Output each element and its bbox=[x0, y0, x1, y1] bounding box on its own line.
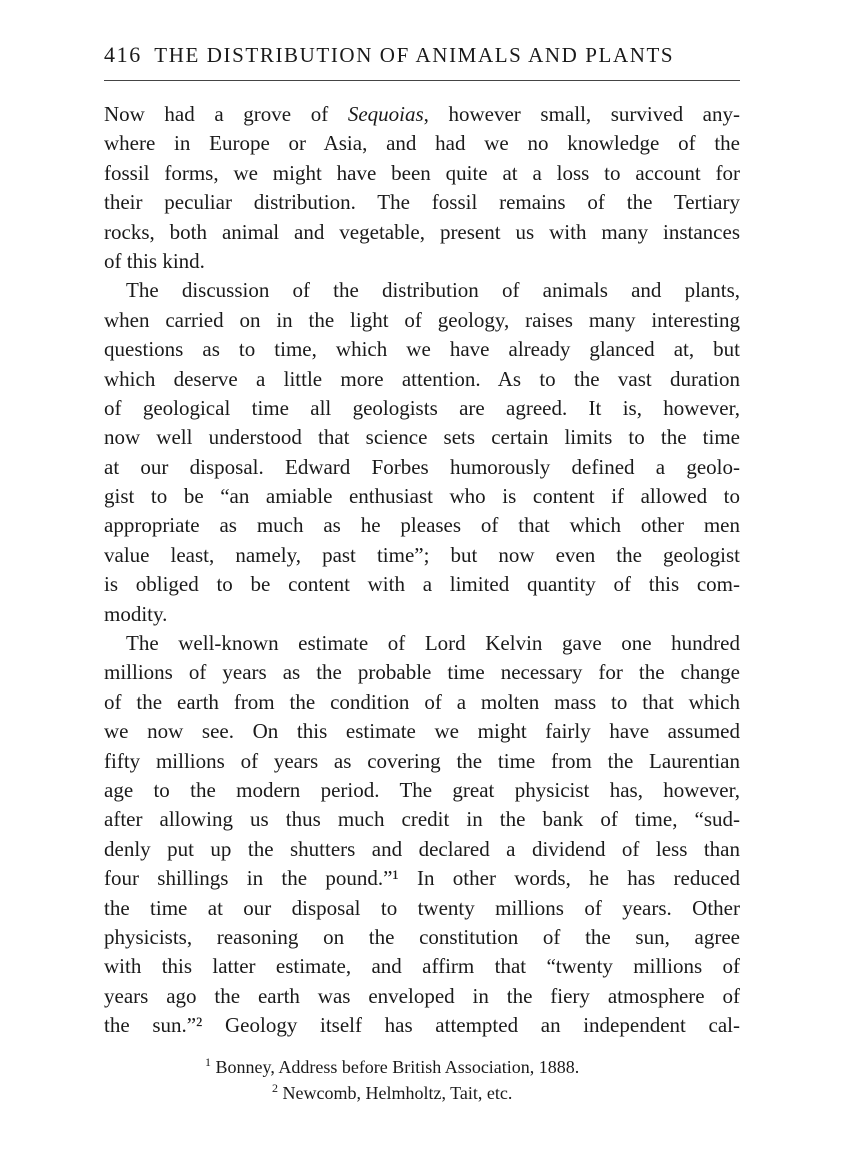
text-line: appropriate as much as he pleases of that which other men bbox=[104, 513, 740, 538]
text-line: where in Europe or Asia, and had we no knowledge of the bbox=[104, 131, 740, 156]
italic-term: Sequoias bbox=[347, 102, 424, 126]
page-number: 416 bbox=[104, 42, 142, 67]
running-title: THE DISTRIBUTION OF ANIMALS AND PLANTS bbox=[154, 43, 675, 67]
text-line: modity. bbox=[104, 601, 168, 626]
text-line: when carried on in the light of geology, raises many interesting bbox=[104, 307, 740, 332]
text-line: four shillings in the pound.”¹ In other words, he has reduced bbox=[104, 866, 740, 891]
text-line: The well-known estimate of Lord Kelvin gave one hundred bbox=[126, 631, 740, 656]
footnote-1-text: Bonney, Address before British Association, 1888. bbox=[215, 1057, 580, 1077]
text-line: The discussion of the distribution of animals and plants, bbox=[126, 278, 740, 303]
text-line: questions as to time, which we have already glanced at, but bbox=[104, 337, 740, 362]
text-line: with this latter estimate, and affirm that “twenty millions of bbox=[104, 954, 740, 979]
text-line: of the earth from the condition of a molten mass to that which bbox=[104, 689, 740, 714]
footnote-2-marker: 2 bbox=[272, 1081, 278, 1095]
text-line: fifty millions of years as covering the time from the Laurentian bbox=[104, 748, 740, 773]
text-line: of this kind. bbox=[104, 248, 205, 273]
text-line: which deserve a little more attention. As to the vast duration bbox=[104, 366, 740, 391]
text-line: we now see. On this estimate we might fairly have assumed bbox=[104, 719, 740, 744]
text-line: denly put up the shutters and declared a dividend of less than bbox=[104, 836, 740, 861]
text-line: now well understood that science sets certain limits to the time bbox=[104, 425, 740, 450]
running-header bbox=[104, 42, 744, 68]
text-line: rocks, both animal and vegetable, present us with many instances bbox=[104, 219, 740, 244]
text-line: their peculiar distribution. The fossil remains of the Tertiary bbox=[104, 190, 740, 215]
text-line: of geological time all geologists are agreed. It is, however, bbox=[104, 395, 740, 420]
text-line: physicists, reasoning on the constitution of the sun, agree bbox=[104, 924, 740, 949]
body-text bbox=[104, 100, 740, 1041]
text-line: age to the modern period. The great physicist has, however, bbox=[104, 777, 740, 802]
footnote-1 bbox=[205, 1054, 579, 1080]
text-line: the sun.”² Geology itself has attempted an independent cal- bbox=[104, 1013, 740, 1038]
header-rule bbox=[104, 80, 740, 81]
text-line: years ago the earth was enveloped in the fiery atmosphere of bbox=[104, 983, 740, 1008]
footnote-2-text: Newcomb, Helmholtz, Tait, etc. bbox=[282, 1083, 513, 1103]
text-line: millions of years as the probable time necessary for the change bbox=[104, 660, 740, 685]
text-line: at our disposal. Edward Forbes humorously defined a geolo- bbox=[104, 454, 740, 479]
text-line: value least, namely, past time”; but now even the geologist bbox=[104, 542, 740, 567]
text-line: the time at our disposal to twenty millions of years. Other bbox=[104, 895, 740, 920]
footnote-2 bbox=[272, 1080, 512, 1106]
text-line: is obliged to be content with a limited quantity of this com- bbox=[104, 572, 740, 597]
text-line: fossil forms, we might have been quite at a loss to account for bbox=[104, 160, 740, 185]
text-line: after allowing us thus much credit in the bank of time, “sud- bbox=[104, 807, 740, 832]
text-line: Now had a grove of Sequoias, however small, survived any- bbox=[104, 102, 740, 126]
text-line: gist to be “an amiable enthusiast who is content if allowed to bbox=[104, 484, 740, 509]
footnote-1-marker: 1 bbox=[205, 1055, 211, 1069]
